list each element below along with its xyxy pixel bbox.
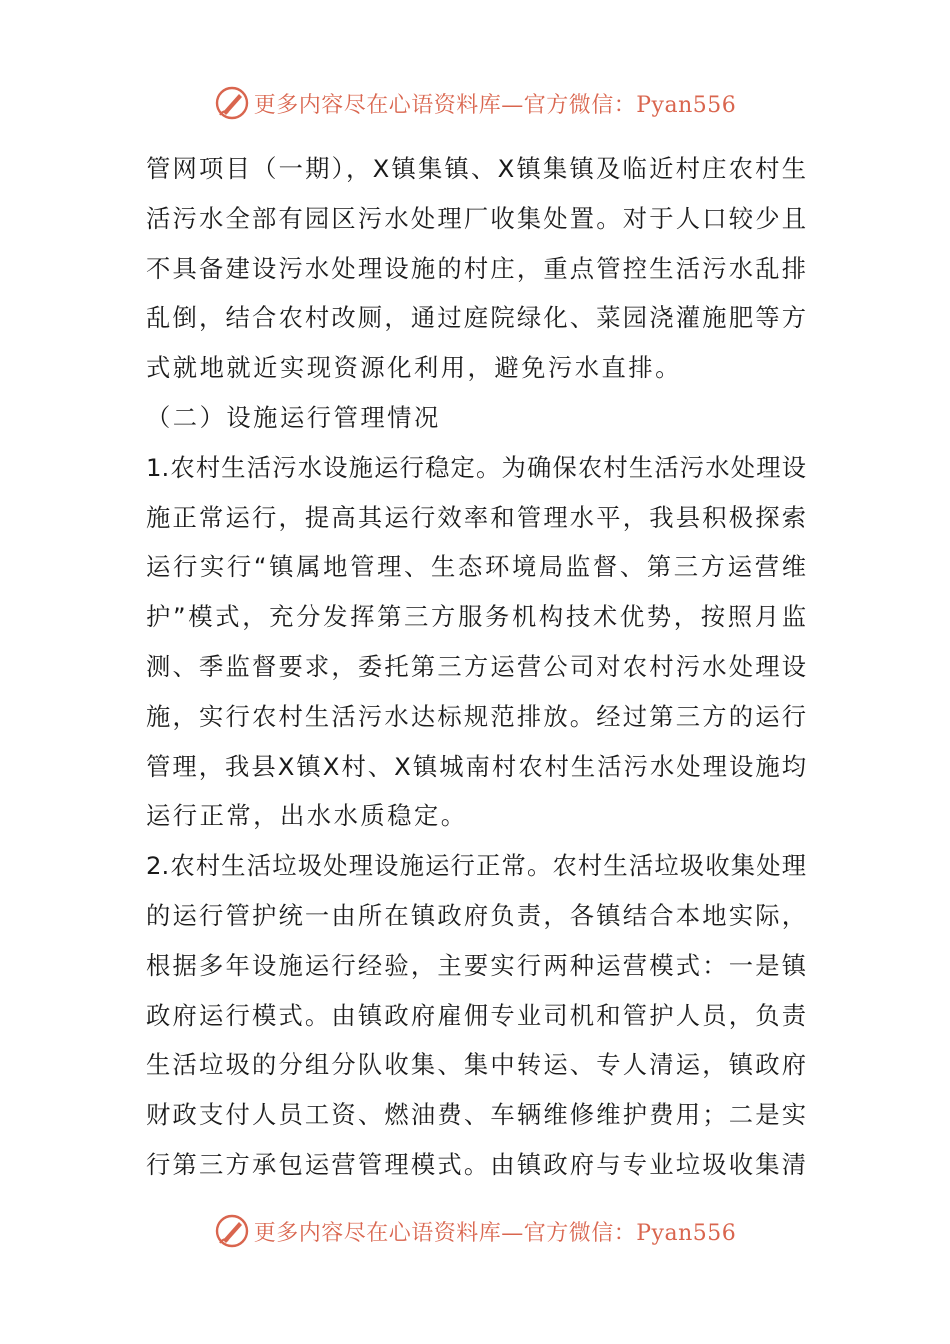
section-heading: （二）设施运行管理情况 (146, 402, 441, 432)
body-line: 运行实行“镇属地管理、生态环境局监督、第三方运营维 (146, 552, 806, 582)
header-banner-text: 更多内容尽在心语资料库—官方微信：Pyan556 (253, 92, 737, 118)
body-line: 护”模式，充分发挥第三方服务机构技术优势，按照月监 (146, 602, 806, 632)
body-line: 财政支付人员工资、燃油费、车辆维修维护费用；二是实 (146, 1100, 806, 1130)
body-line: 运行正常，出水水质稳定。 (146, 801, 468, 831)
body-line: 测、季监督要求，委托第三方运营公司对农村污水处理设 (146, 651, 806, 681)
footer-banner (0, 1206, 950, 1256)
body-line: 根据多年设施运行经验，主要实行两种运营模式：一是镇 (146, 950, 806, 980)
header-banner (0, 78, 950, 128)
document-body (146, 144, 806, 1190)
footer-banner-text: 更多内容尽在心语资料库—官方微信：Pyan556 (253, 1220, 737, 1246)
body-line: 式就地就近实现资源化利用，避免污水直排。 (146, 353, 682, 383)
pen-logo-icon (214, 85, 250, 121)
body-line: 1.农村生活污水设施运行稳定。为确保农村生活污水处理设 (146, 452, 806, 482)
body-line: 行第三方承包运营管理模式。由镇政府与专业垃圾收集清 (146, 1149, 806, 1179)
body-line: 的运行管护统一由所在镇政府负责，各镇结合本地实际， (146, 900, 806, 930)
body-line: 施正常运行，提高其运行效率和管理水平，我县积极探索 (146, 502, 806, 532)
pen-logo-icon (214, 1213, 250, 1249)
body-line: 政府运行模式。由镇政府雇佣专业司机和管护人员，负责 (146, 1000, 806, 1030)
body-line: 乱倒，结合农村改厕，通过庭院绿化、菜园浇灌施肥等方 (146, 303, 806, 333)
body-line: 管理，我县X镇X村、X镇城南村农村生活污水处理设施均 (146, 751, 806, 781)
body-line: 2.农村生活垃圾处理设施运行正常。农村生活垃圾收集处理 (146, 851, 806, 881)
body-line: 不具备建设污水处理设施的村庄，重点管控生活污水乱排 (146, 253, 806, 283)
body-line: 管网项目（一期），X镇集镇、X镇集镇及临近村庄农村生 (146, 154, 806, 183)
body-line: 施，实行农村生活污水达标规范排放。经过第三方的运行 (146, 701, 806, 731)
body-line: 活污水全部有园区污水处理厂收集处置。对于人口较少且 (146, 203, 806, 233)
body-line: 生活垃圾的分组分队收集、集中转运、专人清运，镇政府 (146, 1050, 806, 1080)
